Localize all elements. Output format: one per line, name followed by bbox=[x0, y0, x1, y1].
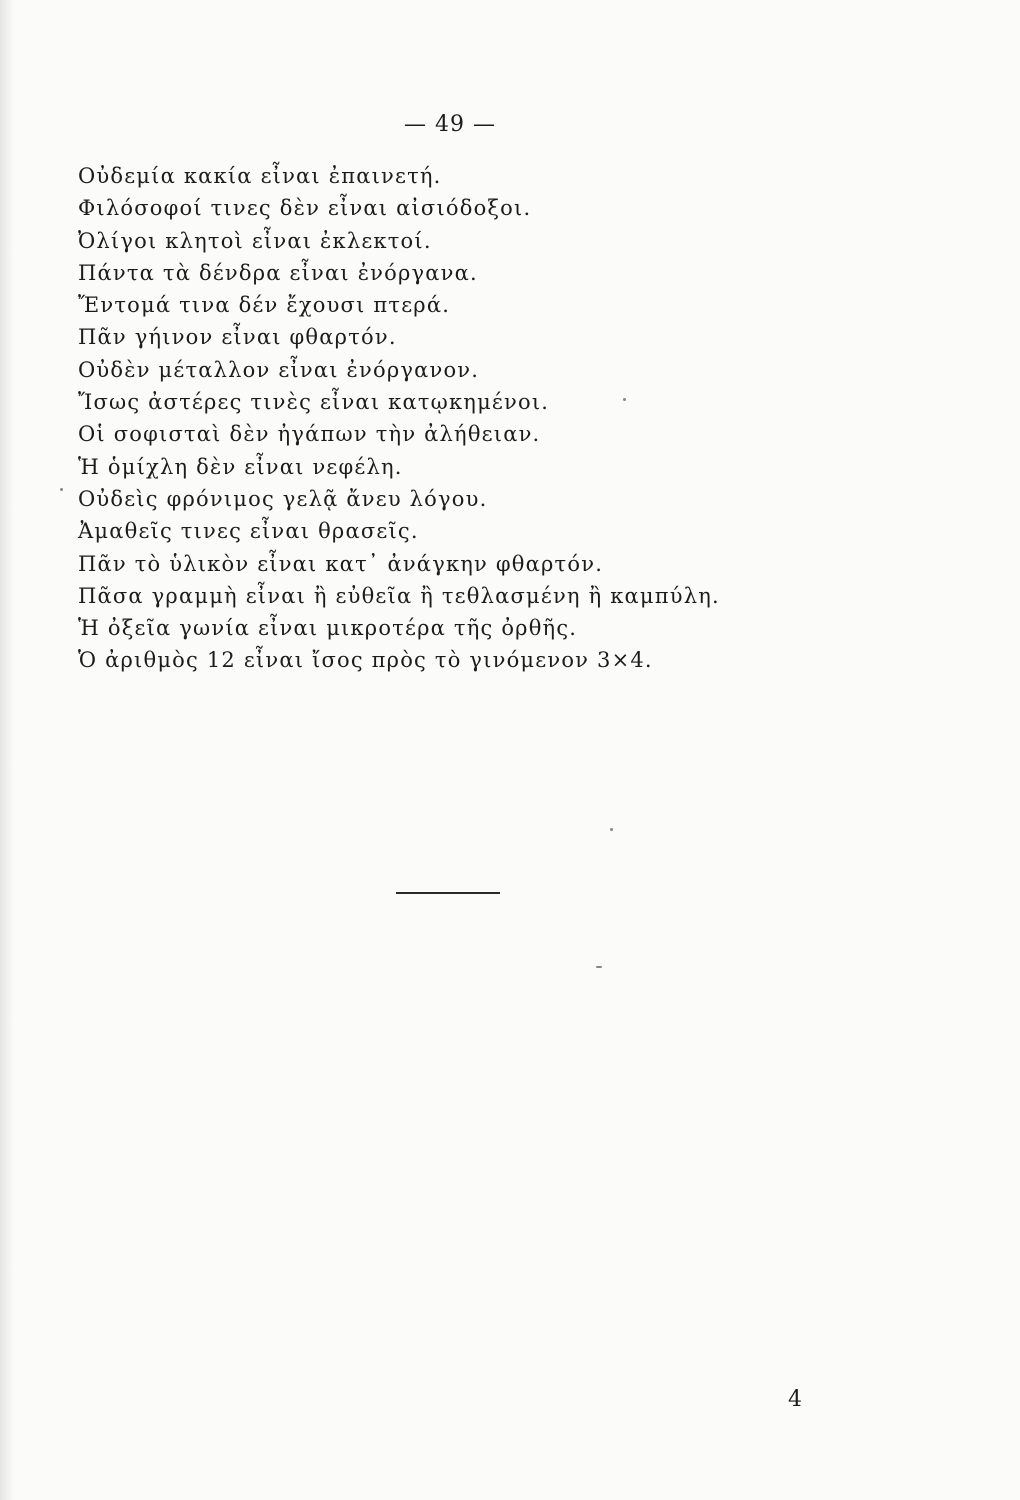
sentence-line: Πᾶσα γραμμὴ εἶναι ἢ εὐθεῖα ἢ τεθλασμένη ἢ καμπύλη. bbox=[78, 583, 720, 608]
sentence-line: Ἡ ὀξεῖα γωνία εἶναι μικροτέρα τῆς ὀρθῆς. bbox=[78, 616, 578, 641]
print-speck bbox=[596, 966, 602, 968]
sentence-line: Ἡ ὁμίχλη δὲν εἶναι νεφέλη. bbox=[78, 454, 403, 479]
sentence-line: Πάντα τὰ δένδρα εἶναι ἐνόργανα. bbox=[78, 260, 478, 285]
binding-shadow bbox=[0, 0, 14, 1500]
sentence-line: Οὐδὲν μέταλλον εἶναι ἐνόργανον. bbox=[78, 357, 480, 382]
signature-mark: 4 bbox=[788, 1387, 802, 1412]
sentence-line: Ὀλίγοι κλητοὶ εἶναι ἐκλεκτοί. bbox=[78, 228, 432, 253]
print-speck bbox=[610, 828, 613, 831]
sentence-line: Ἀμαθεῖς τινες εἶναι θρασεῖς. bbox=[78, 519, 419, 544]
sentence-line: Οὐδεὶς φρόνιμος γελᾷ ἄνευ λόγου. bbox=[78, 486, 488, 511]
sentence-line: Φιλόσοφοί τινες δὲν εἶναι αἰσιόδοξοι. bbox=[78, 196, 532, 221]
sentence-line: Ἔντομά τινα δέν ἔχουσι πτερά. bbox=[78, 293, 451, 318]
sentence-line: Οὐδεμία κακία εἶναι ἐπαινετή. bbox=[78, 164, 442, 188]
sentence-line: Ὁ ἀριθμὸς 12 εἶναι ἴσος πρὸς τὸ γινόμενον 3×4. bbox=[78, 648, 653, 673]
sentence-list bbox=[78, 160, 878, 677]
sentence-line: Πᾶν τὸ ὑλικὸν εἶναι κατ᾽ ἀνάγκην φθαρτόν. bbox=[78, 551, 604, 576]
page-number: — 49 — bbox=[404, 112, 496, 137]
print-speck bbox=[623, 398, 626, 401]
section-divider bbox=[396, 892, 500, 894]
sentence-line: Οἱ σοφισταὶ δὲν ἠγάπων τὴν ἀλήθειαν. bbox=[78, 422, 541, 447]
print-speck bbox=[60, 488, 63, 491]
sentence-line: Πᾶν γήινον εἶναι φθαρτόν. bbox=[78, 325, 397, 350]
sentence-line: Ἴσως ἀστέρες τινὲς εἶναι κατῳκημένοι. bbox=[78, 390, 550, 415]
